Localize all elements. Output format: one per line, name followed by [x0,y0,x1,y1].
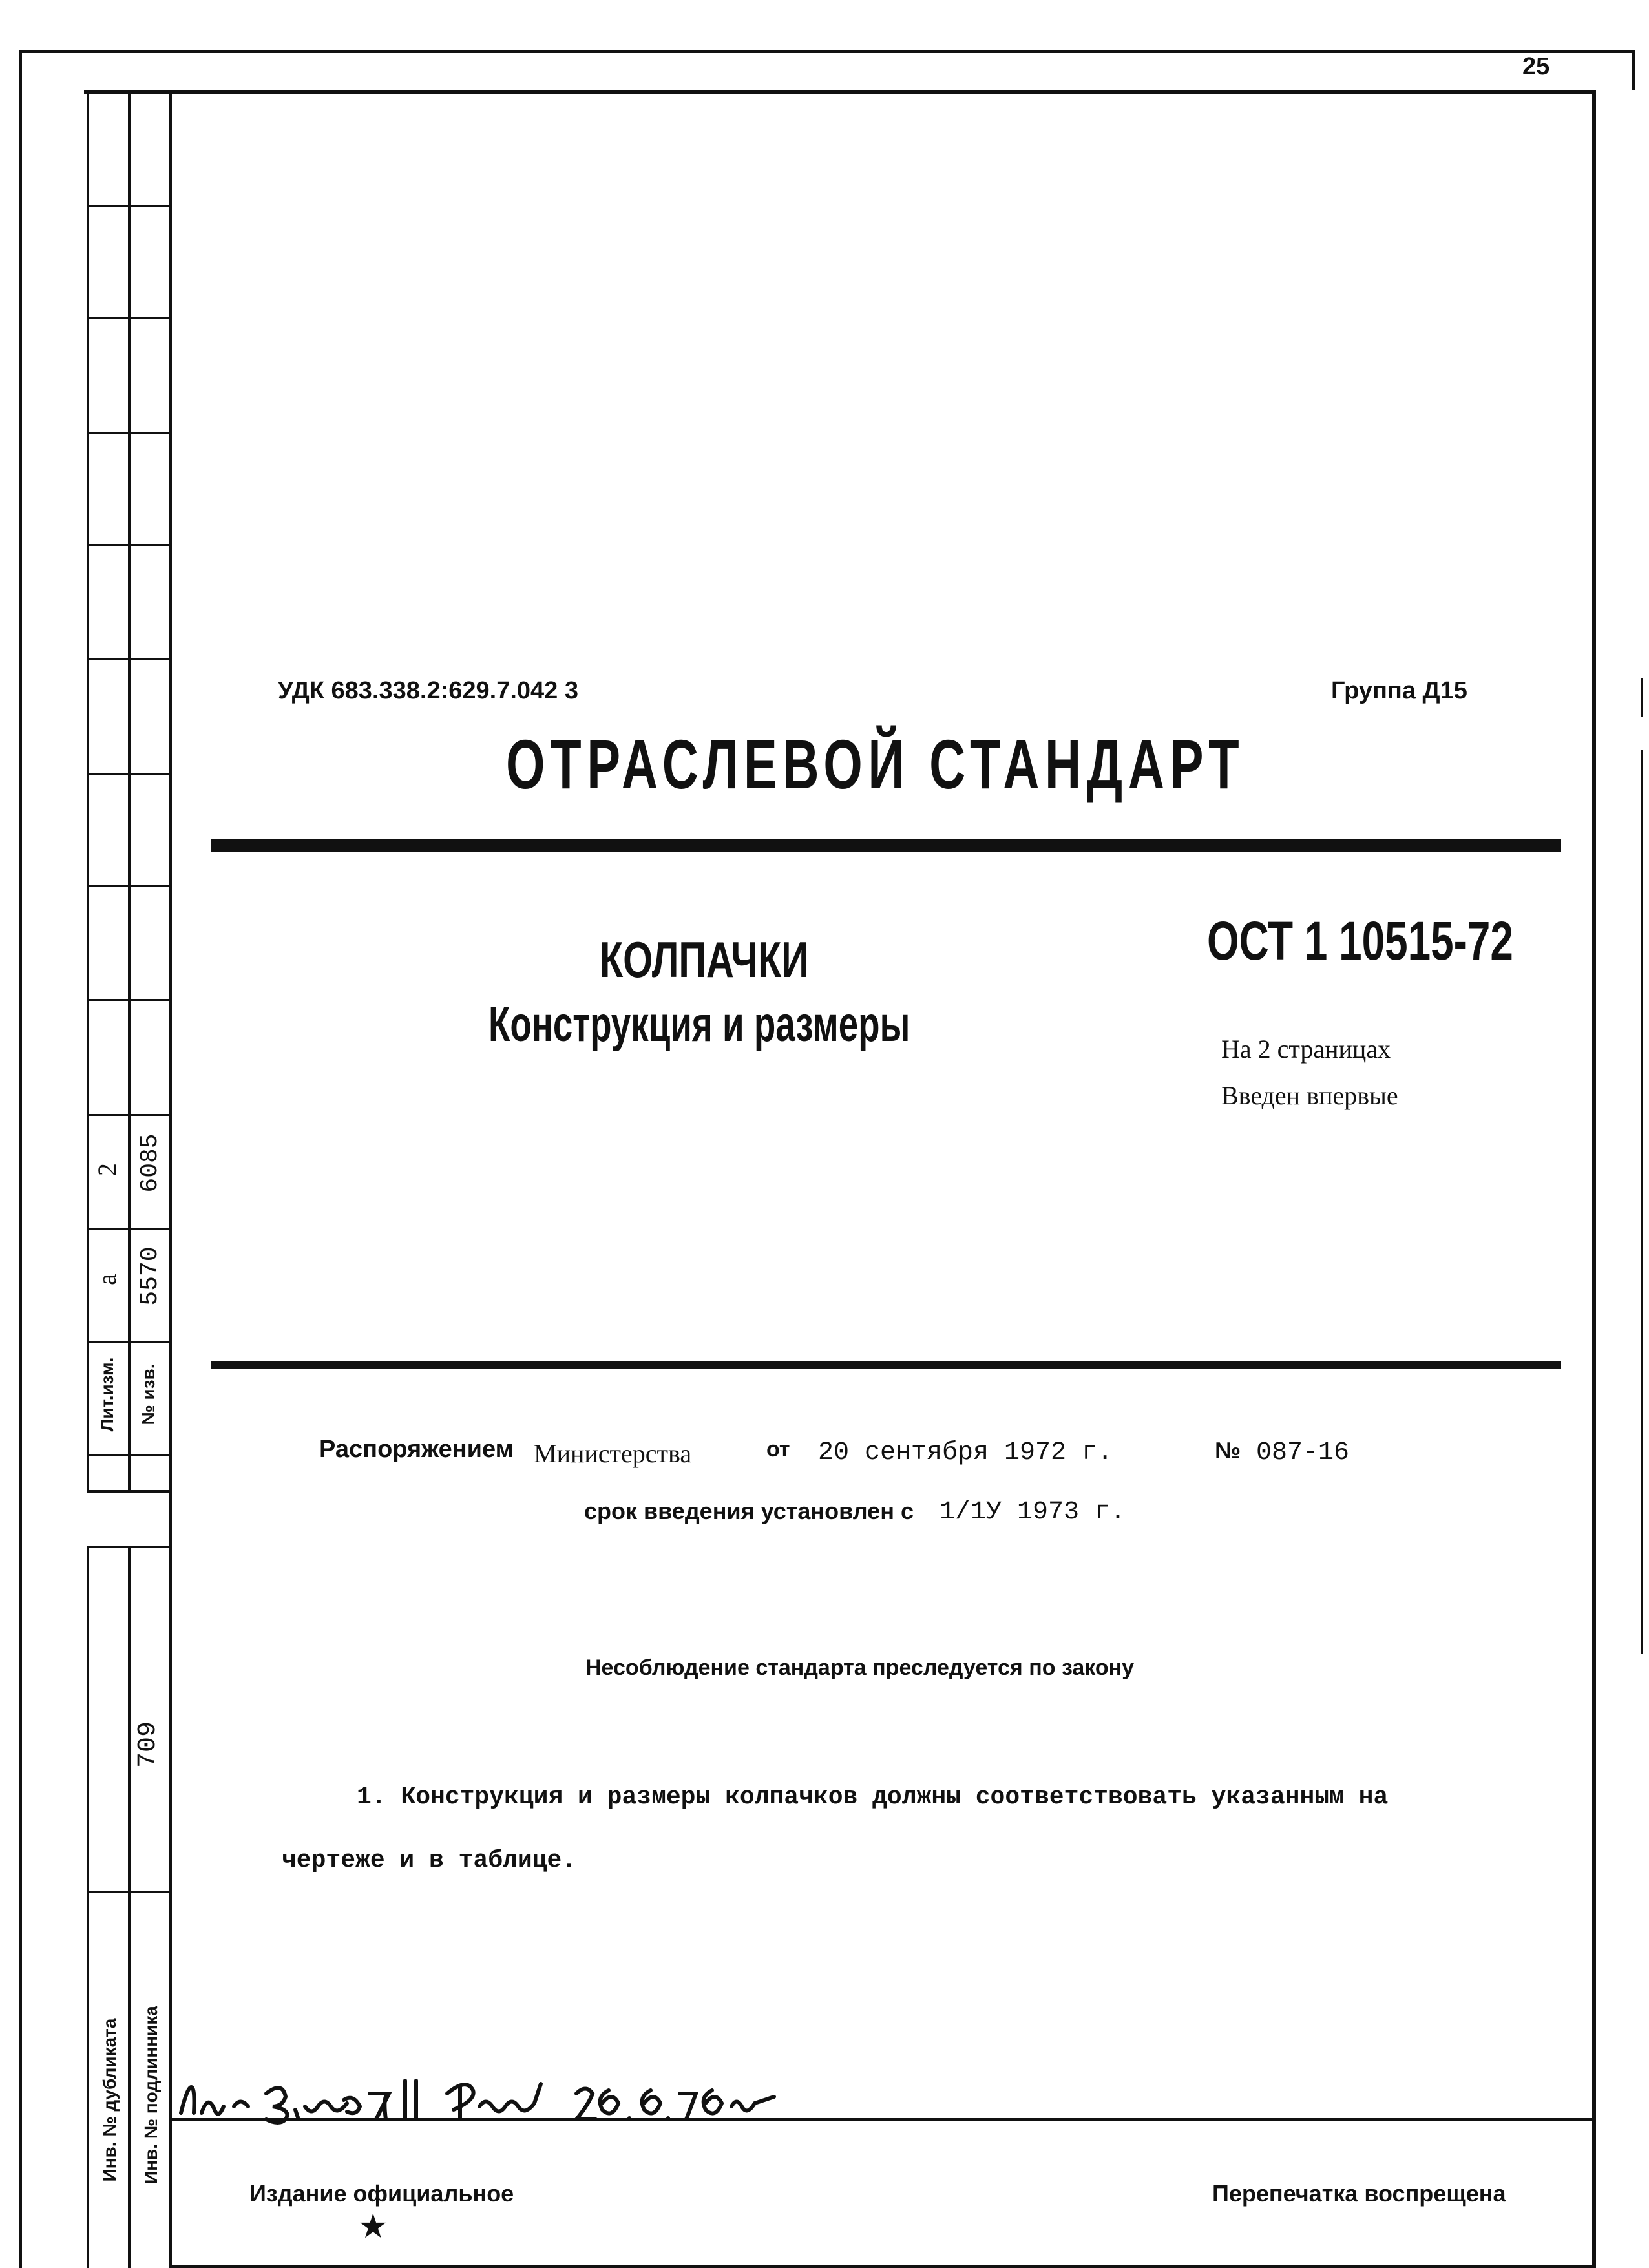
pages-info: На 2 страницах [1221,1034,1391,1064]
intro-info: Введен впервые [1221,1081,1398,1110]
notice-6085: 6085 [136,1133,164,1193]
paragraph-1-line-2: чертеже и в таблице. [282,1847,577,1874]
notice-label: № изв. [138,1363,158,1425]
inv-original-number: 709 [134,1721,163,1769]
side-row-line [87,885,171,887]
change-letter-a: а [92,1274,121,1285]
legal-warning: Несоблюдение стандарта преследуется по закону [585,1655,1135,1680]
title-rule [211,839,1561,852]
side-row-line [87,999,171,1001]
star-icon: ★ [358,2207,388,2246]
right-edge-mark-2 [1641,750,1643,1654]
udk-code: УДК 683.338.2:629.7.042 3 [278,677,578,704]
side-row-line [87,1454,171,1456]
inner-frame-left [169,90,172,2268]
side-row-line [87,205,171,207]
order-number-sign: № [1215,1437,1241,1464]
side-row-line [87,544,171,546]
lower-block-divider [128,1546,131,2268]
side-row-line [87,773,171,775]
side-row-line [87,658,171,660]
side-row-line [87,1228,171,1230]
order-from: от [766,1437,790,1462]
inv-duplicate-label: Инв. № дубликата [100,2018,120,2182]
handwritten-note [176,2068,809,2132]
inner-frame-top [84,90,1596,94]
side-strip-left-edge [87,90,89,1493]
page-number: 25 [1522,53,1550,80]
side-row-line [87,1114,171,1116]
side-strip-divider [128,90,131,1493]
side-strip-bottom [87,1490,171,1493]
footer-official-edition: Издание официальное [249,2180,514,2207]
order-rule [211,1361,1561,1369]
footer-rule-top [169,2118,1596,2121]
outer-frame-left [19,50,22,2268]
inner-frame-right [1592,90,1596,2268]
outer-frame-right [1632,50,1635,90]
order-label: Распоряжением [319,1436,514,1463]
footer-rule-bottom [169,2265,1596,2268]
effective-date: 1/1У 1973 г. [940,1498,1126,1527]
outer-frame-top [19,50,1635,53]
order-issuer: Министерства [534,1439,692,1468]
inv-original-label: Инв. № подлинника [141,2006,161,2184]
notice-5570: 5570 [136,1246,164,1306]
standard-code: ОСТ 1 10515-72 [1207,910,1513,971]
paragraph-1-line-1: 1. Конструкция и размеры колпачков должны соответствовать указанным на [357,1783,1389,1811]
side-row-line [87,1341,171,1343]
subject-name: КОЛПАЧКИ [600,931,809,988]
change-label: Лит.изм. [97,1357,117,1432]
order-date: 20 сентября 1972 г. [818,1438,1113,1467]
subject-subtitle: Конструкция и размеры [488,997,910,1052]
group-label: Группа Д15 [1331,677,1467,704]
order-number: 087-16 [1256,1438,1350,1467]
lower-block-left [87,1546,89,2268]
right-edge-mark-1 [1641,678,1643,717]
main-title: ОТРАСЛЕВОЙ СТАНДАРТ [506,725,1245,803]
side-row-line [87,432,171,434]
footer-reprint-prohibited: Перепечатка воспрещена [1212,2180,1506,2207]
side-row-line [87,317,171,319]
change-number-2: 2 [92,1163,121,1176]
effective-label: срок введения установлен с [584,1498,914,1524]
lower-block-mid [87,1891,171,1893]
